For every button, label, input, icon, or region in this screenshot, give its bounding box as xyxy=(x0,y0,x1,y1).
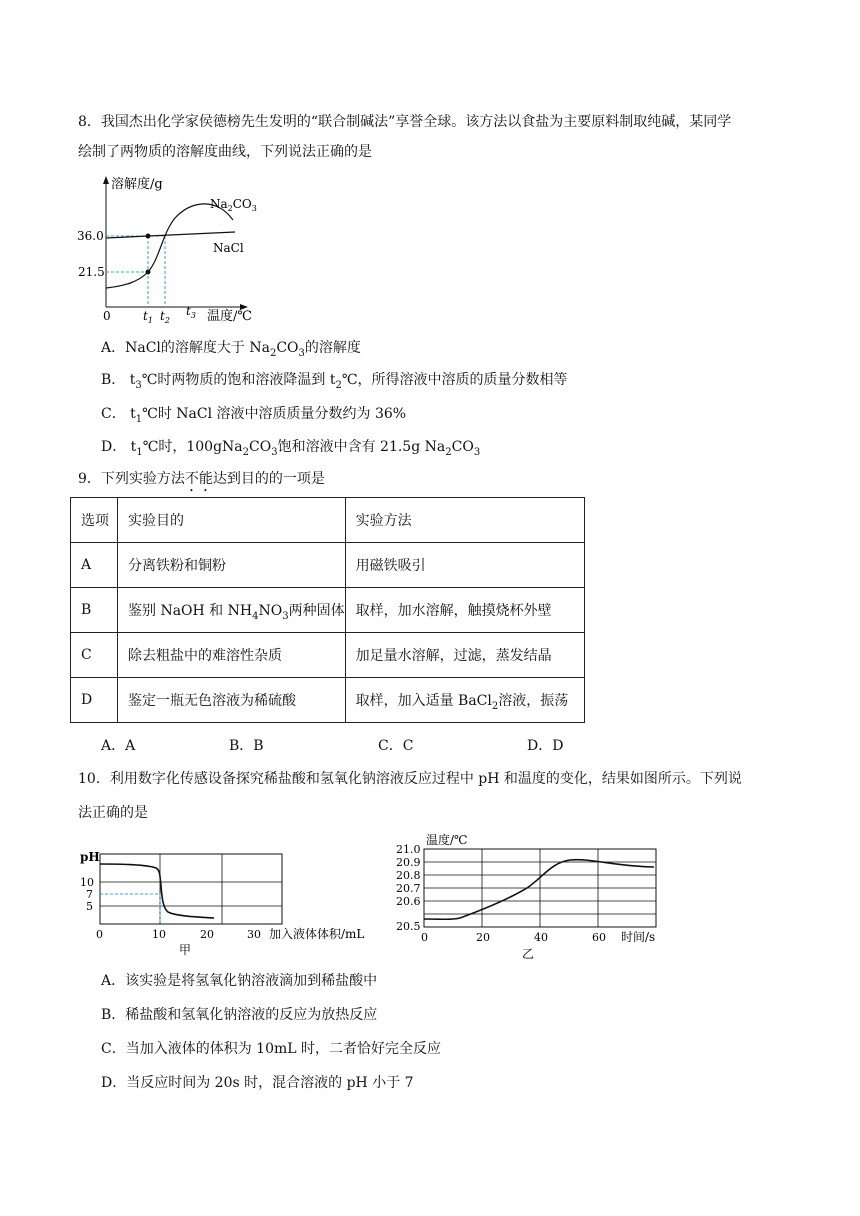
q10-option-a[interactable]: A．该实验是将氢氧化钠溶液滴加到稀盐酸中 xyxy=(101,973,378,989)
temp-xtick-0: 0 xyxy=(421,931,428,944)
q8-stem-line2: 绘制了两物质的溶解度曲线，下列说法正确的是 xyxy=(78,144,372,160)
q9-table xyxy=(70,497,585,723)
row-a-method: 用磁铁吸引 xyxy=(345,543,584,588)
table-row xyxy=(71,588,585,633)
table-header-row xyxy=(71,498,585,543)
temp-caption: 乙 xyxy=(522,947,535,961)
x-axis-label: 温度/℃ xyxy=(207,309,252,324)
q8-option-d[interactable]: D． $t_1℃$时，$100gNa_2CO_3$饱和溶液中含有 21.5g $Na_2CO_3$ xyxy=(101,439,481,458)
temp-ylabel: 温度/℃ xyxy=(426,833,468,847)
q9-choice-b[interactable]: B．B xyxy=(229,738,264,754)
point-t1-na2co3 xyxy=(146,270,151,275)
row-c-method: 加足量水溶解，过滤，蒸发结晶 xyxy=(345,633,584,678)
na2co3-label: $Na_2CO_3$ xyxy=(210,197,257,213)
table-row xyxy=(71,678,585,723)
temp-ytick-20-9: 20.9 xyxy=(396,856,421,869)
q10-option-b[interactable]: B．稀盐酸和氢氧化钠溶液的反应为放热反应 xyxy=(101,1007,378,1023)
q10-option-c[interactable]: C．当加入液体的体积为 10mL 时，二者恰好完全反应 xyxy=(101,1041,441,1057)
q9-choice-a[interactable]: A．A xyxy=(101,738,136,754)
q9-stem: 9．下列实验方法不能达到目的的一项是 xyxy=(78,471,325,487)
q9-choice-c[interactable]: C．C xyxy=(378,738,414,754)
row-c-goal: 除去粗盐中的难溶性杂质 xyxy=(118,633,346,678)
row-d-option: D xyxy=(71,678,118,723)
q9-choice-d[interactable]: D．D xyxy=(527,738,564,754)
header-goal: 实验目的 xyxy=(118,498,346,543)
ph-xtick-20: 20 xyxy=(200,928,214,941)
solubility-graph xyxy=(70,172,270,327)
q9-stem-emphasis: 不能 xyxy=(184,471,213,487)
temperature-graph xyxy=(392,830,682,962)
ph-graph xyxy=(76,846,386,958)
table-row xyxy=(71,543,585,588)
point-t1-nacl xyxy=(146,234,151,239)
header-option: 选项 xyxy=(71,498,118,543)
ph-xtick-30: 30 xyxy=(247,928,261,941)
header-method: 实验方法 xyxy=(345,498,584,543)
q8-stem-line1: 8．我国杰出化学家侯德榜先生发明的“联合制碱法”享誉全球。该方法以食盐为主要原料制取纯碱，某同学 xyxy=(78,114,732,130)
ph-xtick-10: 10 xyxy=(152,928,166,941)
temp-xtick-60: 60 xyxy=(592,931,606,944)
x-tick-t3: $t_3$ xyxy=(186,304,196,320)
nacl-curve xyxy=(106,232,235,238)
temp-xlabel: 时间/s xyxy=(621,930,656,944)
row-d-method: 取样，加入适量 BaCl$_2$溶液，振荡 xyxy=(345,678,584,723)
table-row xyxy=(71,633,585,678)
y-axis-arrow xyxy=(103,176,109,184)
temp-xtick-20: 20 xyxy=(476,931,490,944)
row-b-method: 取样，加水溶解，触摸烧杯外壁 xyxy=(345,588,584,633)
origin-label: 0 xyxy=(103,309,111,323)
q8-option-b[interactable]: B． $t_3℃$时两物质的饱和溶液降温到 $t_2℃$，所得溶液中溶质的质量分数相等 xyxy=(101,372,568,391)
q10-option-d[interactable]: D．当反应时间为 20s 时，混合溶液的 pH 小于 7 xyxy=(101,1075,414,1091)
row-a-option: A xyxy=(71,543,118,588)
row-a-goal: 分离铁粉和铜粉 xyxy=(118,543,346,588)
y-axis-label: 溶解度/g xyxy=(111,177,163,192)
q10-stem-line2: 法正确的是 xyxy=(78,805,148,821)
q8-option-c[interactable]: C． $t_1℃$时 NaCl 溶液中溶质质量分数约为 36% xyxy=(101,406,407,425)
row-d-goal: 鉴定一瓶无色溶液为稀硫酸 xyxy=(118,678,346,723)
ph-ytick-5: 5 xyxy=(86,900,93,913)
nacl-label: NaCl xyxy=(213,241,244,255)
x-tick-t1: $t_1$ xyxy=(143,309,153,325)
x-tick-t2: $t_2$ xyxy=(160,309,170,325)
row-c-option: C xyxy=(71,633,118,678)
q8-option-a[interactable]: A．NaCl的溶解度大于 $Na_2CO_3$的溶解度 xyxy=(101,340,361,359)
temp-ytick-20-7: 20.7 xyxy=(396,882,421,895)
ph-xtick-0: 0 xyxy=(96,928,103,941)
temp-ytick-20-5: 20.5 xyxy=(396,920,421,933)
ph-curve xyxy=(100,864,214,918)
y-tick-21-5: 21.5 xyxy=(78,265,105,279)
temp-curve xyxy=(424,860,654,920)
ph-ytick-10: 10 xyxy=(80,876,94,889)
temp-xtick-40: 40 xyxy=(534,931,548,944)
q10-stem-line1: 10．利用数字化传感设备探究稀盐酸和氢氧化钠溶液反应过程中 pH 和温度的变化，结果如图所示。下列说 xyxy=(78,771,742,787)
ph-caption: 甲 xyxy=(179,943,192,957)
temp-ytick-20-6: 20.6 xyxy=(396,895,421,908)
ph-ytick-7: 7 xyxy=(86,888,93,901)
ph-xlabel: 加入液体体积/mL xyxy=(269,927,365,941)
temp-ytick-20-8: 20.8 xyxy=(396,869,421,882)
ph-ylabel: pH xyxy=(80,850,100,864)
temp-ytick-21-0: 21.0 xyxy=(396,843,421,856)
row-b-goal: 鉴别 NaOH 和 $NH_4NO_3$两种固体 xyxy=(118,588,346,633)
y-tick-36: 36.0 xyxy=(77,229,104,243)
row-b-option: B xyxy=(71,588,118,633)
